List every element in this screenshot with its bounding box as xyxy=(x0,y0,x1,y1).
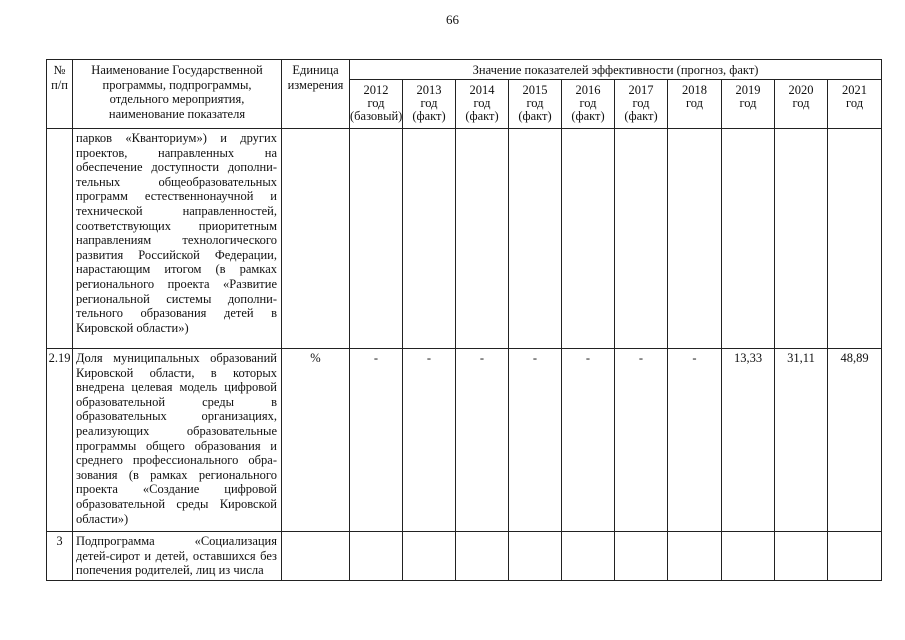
row-value xyxy=(456,129,509,349)
year-header-word: год xyxy=(846,96,864,110)
year-header-year: 2017 xyxy=(628,83,654,97)
row-value: 48,89 xyxy=(828,349,882,532)
year-header xyxy=(562,80,615,129)
row-value: - xyxy=(350,349,403,532)
row-unit xyxy=(282,129,350,349)
header-values: Значение показателей эффективности (прогноз, факт) xyxy=(350,60,882,80)
year-header-year: 2012 xyxy=(363,83,389,97)
row-value xyxy=(350,129,403,349)
year-header xyxy=(350,80,403,129)
row-value: - xyxy=(509,349,562,532)
row-name: парков «Кванториум») и других проектов, направленных на обеспечение доступности дополни-тельных общеобразовательных программ естественнонаучной и технической направленностей, соответствующих приоритетным направлениям технологического развития Российской Федерации, нарастающим итогом (в рамках регионального проекта «Развитие региональной системы дополни-тельного образования детей в Кировской области») xyxy=(73,129,282,349)
row-value xyxy=(615,532,668,581)
row-value xyxy=(562,129,615,349)
row-value xyxy=(828,129,882,349)
year-header-word: год xyxy=(739,96,757,110)
indicators-table xyxy=(46,59,882,581)
year-header xyxy=(722,80,775,129)
row-value xyxy=(456,532,509,581)
row-value xyxy=(775,129,828,349)
year-header-word: год xyxy=(526,96,544,110)
row-value: - xyxy=(668,349,722,532)
year-header xyxy=(509,80,562,129)
header-num: № п/п xyxy=(47,60,73,129)
year-header xyxy=(775,80,828,129)
year-header-note: (факт) xyxy=(465,109,499,123)
year-header-year: 2020 xyxy=(788,83,814,97)
row-value: - xyxy=(615,349,668,532)
row-value xyxy=(509,129,562,349)
row-value xyxy=(615,129,668,349)
year-header-year: 2016 xyxy=(575,83,601,97)
row-value: 31,11 xyxy=(775,349,828,532)
table-row xyxy=(47,129,882,349)
year-header-word: год xyxy=(685,96,704,110)
row-value xyxy=(775,532,828,581)
year-header-year: 2013 xyxy=(416,83,442,97)
page-number: 66 xyxy=(446,12,459,27)
row-value xyxy=(668,129,722,349)
row-value xyxy=(509,532,562,581)
header-name: Наименование Государственной программы, подпрограммы, отдельного мероприятия, наименование показателя xyxy=(73,60,282,129)
year-header-year: 2019 xyxy=(735,83,761,97)
row-value: - xyxy=(403,349,456,532)
row-num xyxy=(47,129,73,349)
year-header-word: год xyxy=(792,96,810,110)
table-row xyxy=(47,532,882,581)
row-name: Доля муниципальных образований Кировской области, в которых внедрена целевая модель цифровой образовательной среды в образовательных организациях, реализующих образовательные программы общего образования и среднего профессионального обра-зования (в рамках регионального проекта «Создание цифровой образовательной среды Кировской области») xyxy=(73,349,282,532)
year-header-note: (факт) xyxy=(624,109,658,123)
year-header-word: год xyxy=(367,96,385,110)
row-value xyxy=(722,532,775,581)
year-header-year: 2021 xyxy=(842,83,868,97)
year-header-word: год xyxy=(632,96,650,110)
year-header-year: 2018 xyxy=(682,83,707,97)
year-header-word: год xyxy=(473,96,491,110)
year-header xyxy=(828,80,882,129)
year-header xyxy=(615,80,668,129)
year-header xyxy=(403,80,456,129)
year-header-note: (факт) xyxy=(412,109,446,123)
year-header-note: (факт) xyxy=(518,109,552,123)
year-header-year: 2015 xyxy=(522,83,548,97)
row-value: 13,33 xyxy=(722,349,775,532)
year-header-word: год xyxy=(579,96,597,110)
row-value xyxy=(403,532,456,581)
year-header-year: 2014 xyxy=(469,83,495,97)
row-num: 2.19 xyxy=(47,349,73,532)
row-value xyxy=(668,532,722,581)
header-unit: Единица измерения xyxy=(282,60,350,129)
row-value xyxy=(350,532,403,581)
row-unit: % xyxy=(282,349,350,532)
year-header-word: год xyxy=(420,96,438,110)
row-value xyxy=(562,532,615,581)
year-header-note: (базовый) xyxy=(350,109,403,123)
row-value xyxy=(828,532,882,581)
year-header xyxy=(668,80,722,129)
row-value xyxy=(722,129,775,349)
row-unit xyxy=(282,532,350,581)
row-value xyxy=(403,129,456,349)
row-name: Подпрограмма «Социализация детей-сирот и детей, оставшихся без попечения родителей, лиц из числа xyxy=(73,532,282,581)
table-row xyxy=(47,349,882,532)
year-header xyxy=(456,80,509,129)
year-header-note: (факт) xyxy=(571,109,605,123)
row-value: - xyxy=(562,349,615,532)
row-num: 3 xyxy=(47,532,73,581)
row-value: - xyxy=(456,349,509,532)
